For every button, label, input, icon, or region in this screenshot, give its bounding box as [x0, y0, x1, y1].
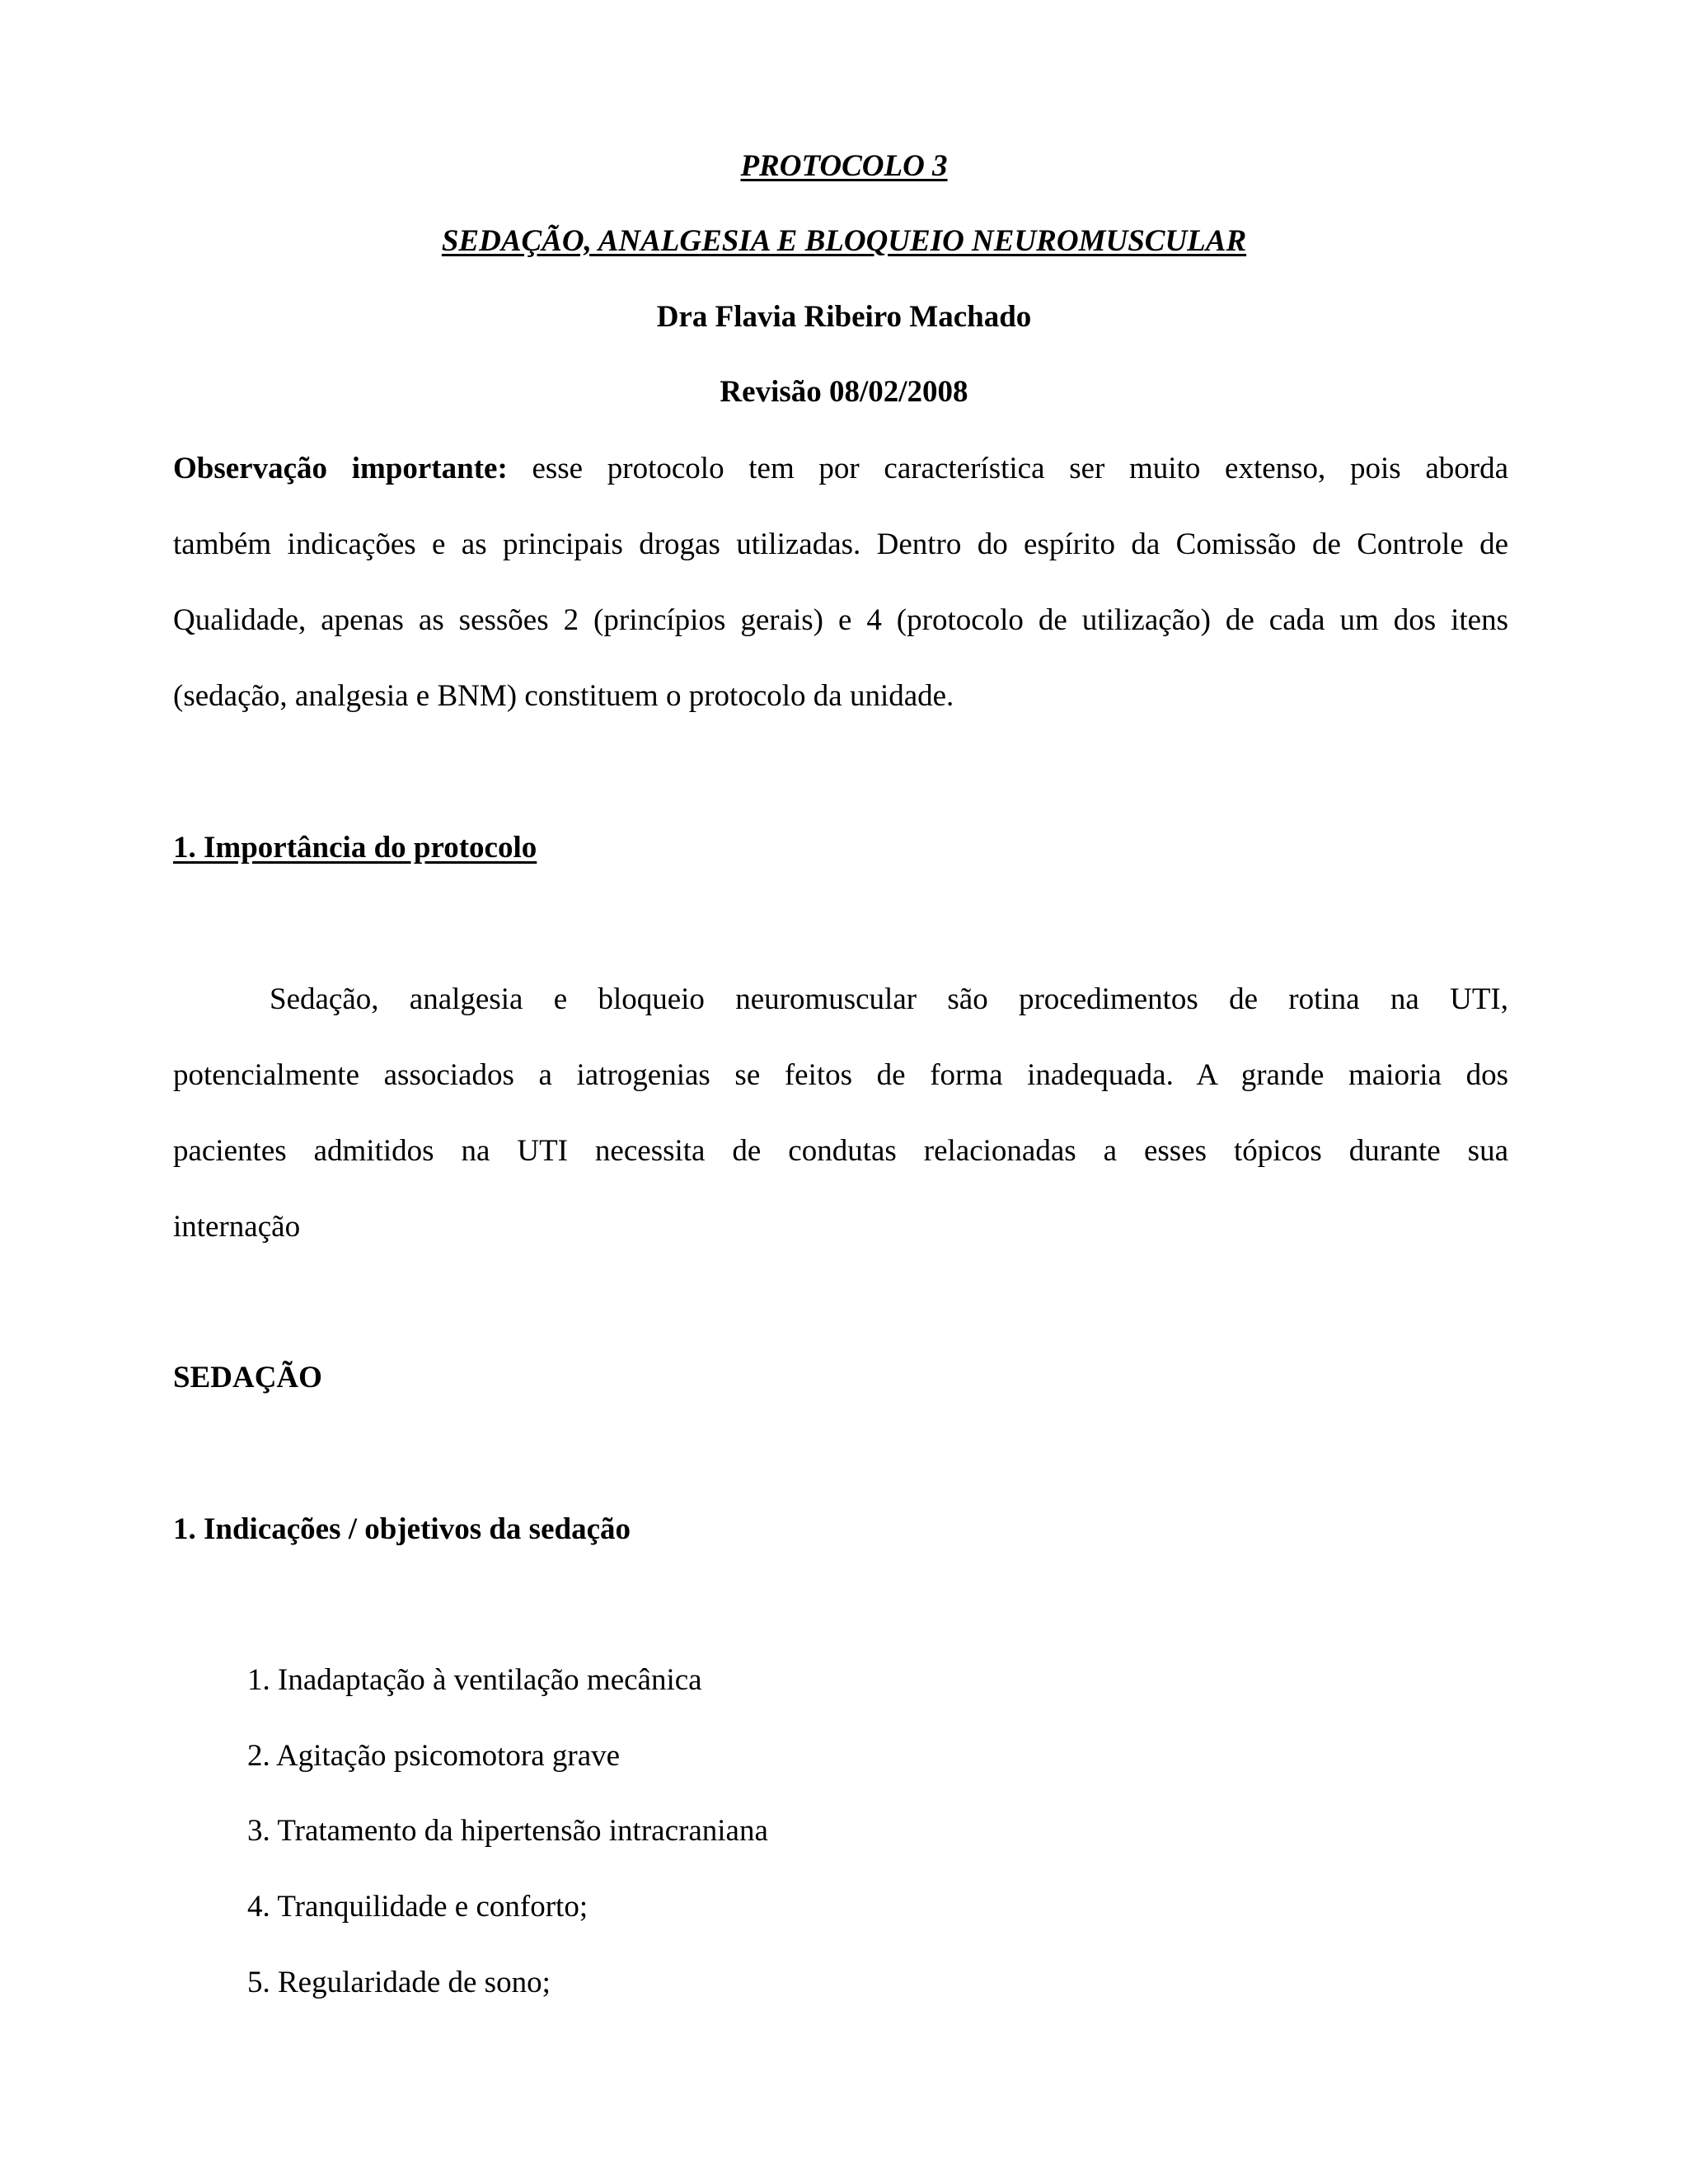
- observation-line-3: Qualidade, apenas as sessões 2 (princípios gerais) e 4 (protocolo de utilização) de cada um dos itens: [173, 603, 1508, 637]
- list-item: 4. Tranquilidade e conforto;: [247, 1890, 588, 1924]
- observation-line-1-text: esse protocolo tem por característica ser muito extenso, pois aborda: [507, 452, 1508, 485]
- observation-label: Observação importante:: [173, 452, 508, 485]
- sedacao-indications-heading: 1. Indicações / objetivos da sedação: [173, 1512, 631, 1546]
- list-item: 1. Inadaptação à ventilação mecânica: [247, 1663, 702, 1697]
- section-1-line-2: potencialmente associados a iatrogenias se feitos de forma inadequada. A grande maioria dos: [173, 1058, 1508, 1092]
- observation-paragraph: [173, 431, 1508, 734]
- list-item: 2. Agitação psicomotora grave: [247, 1739, 621, 1773]
- revision-date: Revisão 08/02/2008: [720, 375, 968, 409]
- document-title: SEDAÇÃO, ANALGESIA E BLOQUEIO NEUROMUSCULAR: [441, 224, 1247, 258]
- list-item: 5. Regularidade de sono;: [247, 1966, 551, 1999]
- sedacao-heading: SEDAÇÃO: [173, 1361, 322, 1394]
- observation-line-1: [173, 431, 1508, 507]
- protocol-number: PROTOCOLO 3: [740, 149, 948, 183]
- list-item: 3. Tratamento da hipertensão intracraniana: [247, 1814, 768, 1848]
- section-1-heading: 1. Importância do protocolo: [173, 831, 537, 865]
- observation-line-4: (sedação, analgesia e BNM) constituem o protocolo da unidade.: [173, 679, 954, 713]
- section-1-line-1: Sedação, analgesia e bloqueio neuromuscular são procedimentos de rotina na UTI,: [270, 982, 1508, 1016]
- observation-line-2: também indicações e as principais drogas utilizadas. Dentro do espírito da Comissão de Controle de: [173, 527, 1508, 561]
- author-name: Dra Flavia Ribeiro Machado: [656, 300, 1032, 334]
- section-1-paragraph: [173, 962, 1508, 1265]
- section-1-line-3: pacientes admitidos na UTI necessita de condutas relacionadas a esses tópicos durante sua: [173, 1134, 1508, 1168]
- section-1-line-4: internação: [173, 1210, 301, 1244]
